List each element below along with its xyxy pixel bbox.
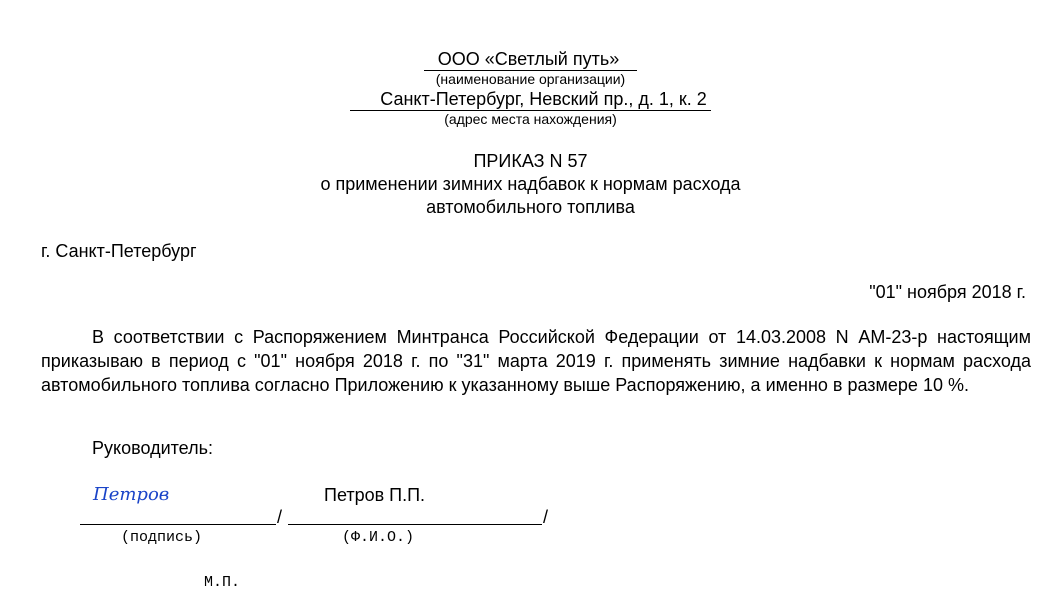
organization-address: Санкт-Петербург, Невский пр., д. 1, к. 2 (350, 88, 711, 111)
address-caption: (адрес места нахождения) (444, 111, 617, 127)
signature-caption: (подпись) (121, 529, 203, 546)
order-body-paragraph: В соответствии с Распоряжением Минтранса Российской Федерации от 14.03.2008 N АМ-23-р настоящим приказываю в период с "01" ноября 2018 г. по "31" марта 2019 г. применять зимние надбавки к нормам расхода автомобильного топлива согласно Приложению к указанному выше Распоряжению, а именно в размере 10 %. (41, 327, 1031, 395)
role-label: Руководитель: (92, 438, 213, 458)
signature-line (80, 524, 276, 525)
order-date: "01" ноября 2018 г. (869, 282, 1026, 302)
organization-name: ООО «Светлый путь» (424, 48, 638, 71)
stamp-place-label: М.П. (204, 574, 241, 591)
signature-separator: / (277, 507, 283, 527)
order-subject-line-1: о применении зимних надбавок к нормам расхода (320, 174, 741, 194)
address-block (0, 88, 1061, 111)
handwritten-signature: Петров (93, 484, 170, 505)
name-line (288, 524, 542, 525)
name-line-end-mark: / (543, 507, 549, 527)
signer-full-name: Петров П.П. (324, 485, 426, 505)
name-caption: (Ф.И.О.) (342, 529, 415, 546)
order-subject-line-2: автомобильного топлива (426, 197, 635, 217)
organization-name-block (0, 48, 1061, 71)
organization-caption: (наименование организации) (435, 71, 626, 87)
order-title: ПРИКАЗ N 57 (473, 151, 588, 171)
place-of-issue: г. Санкт-Петербург (41, 241, 197, 261)
